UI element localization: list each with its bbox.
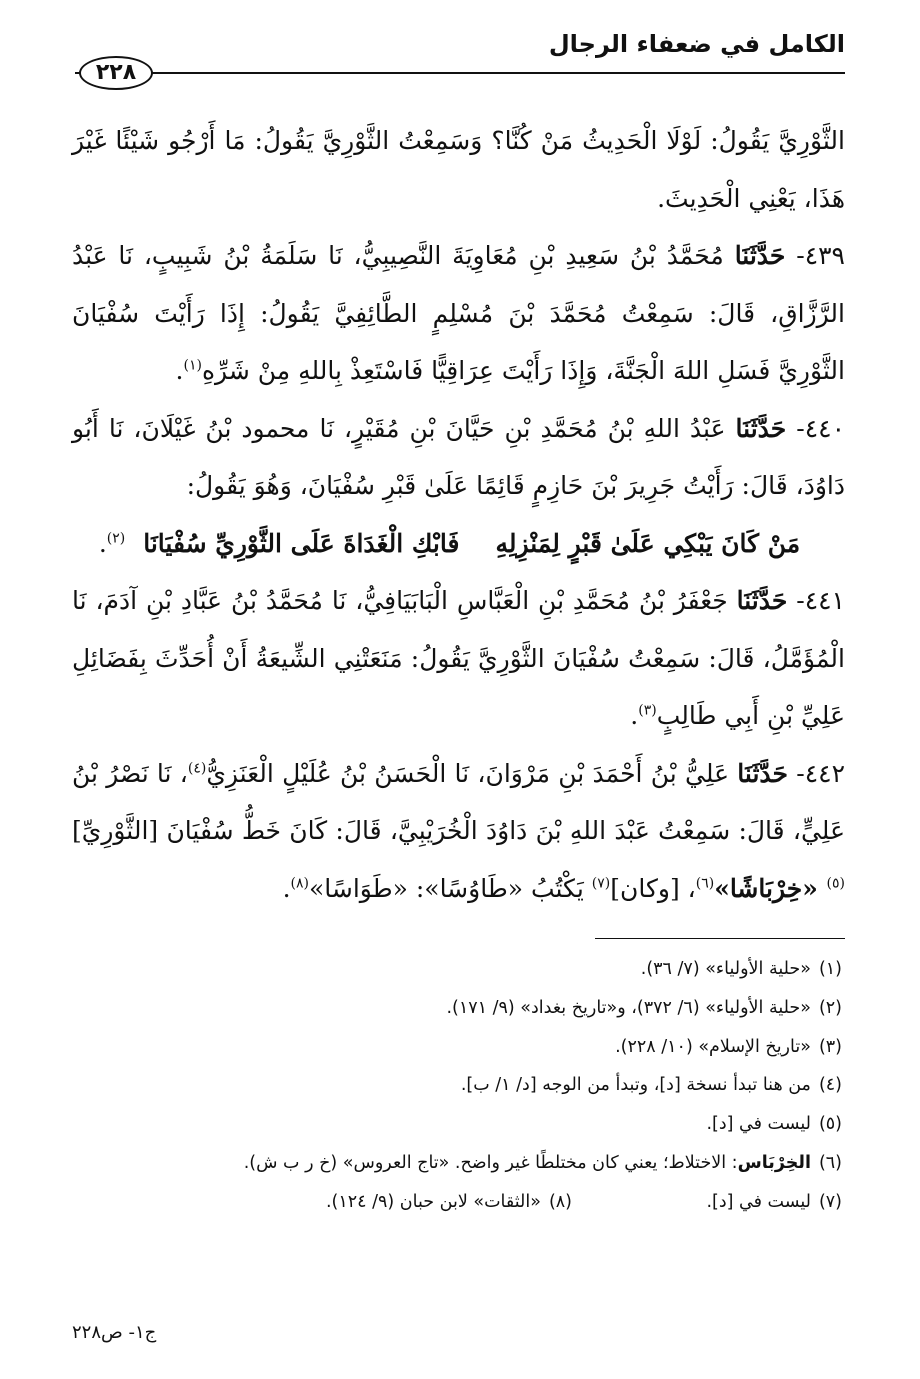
footnotes <box>72 950 842 1222</box>
hadith-442 <box>72 745 845 918</box>
footnote-ref: (٨) <box>290 875 309 892</box>
footnote-row <box>72 1183 842 1222</box>
page-number: ٢٢٨ <box>79 56 153 90</box>
printer-signature: ج١- ص٢٢٨ <box>72 1322 157 1343</box>
book-title: الكامل في ضعفاء الرجال <box>548 30 845 58</box>
running-header <box>75 30 845 85</box>
hadith-text: جَعْفَرُ بْنُ مُحَمَّدِ بْنِ الْعَبَّاسِ الْبَابَيَافِيُّ، نَا مُحَمَّدُ بْنُ عَبَّادِ بْنِ آدَمَ، نَا الْمُؤَمَّلُ، قَالَ: سَمِعْتُ سُفْيَانَ الثَّوْرِيَّ يَقُولُ: مَنَعَتْنِي الشِّيعَةُ أَنْ أُحَدِّثَ بِفَضَائِلِ عَلِيِّ بْنِ أَبِي طَالِبٍ <box>72 586 845 730</box>
footnote-5 <box>72 1105 842 1144</box>
verse-second-hemistich: فَابْكِ الْغَدَاةَ عَلَى الثَّوْرِيِّ سُفْيَانَا <box>143 528 460 558</box>
footnote-ref: (٧) <box>591 875 611 892</box>
hadith-text: عَبْدُ اللهِ بْنُ مُحَمَّدِ بْنِ حَيَّانَ بْنِ مُقَيْرٍ، نَا محمود بْنُ غَيْلَانَ، نَا أَبُو دَاوُدَ، قَالَ: رَأَيْتُ جَرِيرَ بْنَ حَازِمٍ قَائِمًا عَلَىٰ قَبْرِ سُفْيَانَ، وَهُوَ يَقُولُ: <box>72 413 845 500</box>
footnote-ref: (٣) <box>638 702 657 719</box>
hadith-text-cont: ، [وكان] <box>610 873 696 903</box>
verse-first-hemistich: مَنْ كَانَ يَبْكِي عَلَىٰ قَبْرٍ لِمَنْزِلِهِ <box>495 528 801 558</box>
footnote-text: «تاريخ الإسلام» (١٠/ ٢٢٨). <box>615 1036 811 1057</box>
poem-verse <box>72 515 845 573</box>
footnote-number: (٥) <box>818 1114 842 1135</box>
hadith-440 <box>72 400 845 515</box>
header-rule <box>75 72 845 74</box>
footnote-ref: (١) <box>183 357 202 374</box>
hadith-number: ٤٣٩- <box>796 241 845 270</box>
footnote-number: (٢) <box>818 997 842 1018</box>
hadith-text-cont: يَكْتُبُ «طَاوُسًا»: «طَوَاسًا» <box>308 873 592 903</box>
footnote-2 <box>72 989 842 1028</box>
footnote-number: (٧) <box>818 1191 842 1212</box>
hadith-opening: حَدَّثَنَا <box>736 586 788 615</box>
hadith-end: . <box>282 873 291 903</box>
footnote-ref: (٥) <box>826 875 845 892</box>
hadith-opening: حَدَّثَنَا <box>737 758 788 788</box>
footnote-text: : الاختلاط؛ يعني كان مختلطًا غير واضح. «تاج العروس» (خ ر ب ش). <box>243 1152 738 1173</box>
hadith-text-cont: ، نَا نَصْرُ بْنُ عَلِيٍّ، قَالَ: سَمِعْتُ عَبْدَ اللهِ بْنَ دَاوُدَ الْخُرَيْبِيَّ، قَالَ: كَانَ خَطُّ سُفْيَانَ [الثَّوْرِيِّ] <box>72 758 845 845</box>
footnote-text: «حلية الأولياء» (٧/ ٣٦). <box>640 959 811 979</box>
footnote-separator <box>595 938 845 939</box>
hadith-term: «خِرْبَاشًا» <box>714 873 827 903</box>
footnote-number: (١) <box>818 959 842 979</box>
footnote-3 <box>72 1028 842 1067</box>
footnote-term: الخِرْبَاس <box>737 1152 811 1173</box>
hadith-number: ٤٤٢- <box>796 758 846 788</box>
hadith-end: . <box>98 528 107 558</box>
hadith-end: . <box>630 701 639 730</box>
footnote-text: ليست في [د]. <box>706 1191 811 1212</box>
hadith-opening: حَدَّثَنَا <box>735 413 787 443</box>
footnote-text: «حلية الأولياء» (٦/ ٣٧٢)، و«تاريخ بغداد» (٩/ ١٧١). <box>446 997 811 1018</box>
hadith-number: ٤٤٠- <box>796 413 846 443</box>
footnote-number: (٦) <box>818 1152 842 1173</box>
footnote-ref: (٦) <box>695 875 715 892</box>
footnote-6 <box>72 1144 842 1183</box>
footnote-number: (٣) <box>818 1036 842 1057</box>
hadith-number: ٤٤١- <box>796 586 845 615</box>
hadith-opening: حَدَّثَنَا <box>734 241 786 270</box>
footnote-number: (٨) <box>548 1191 572 1212</box>
paragraph-continuation: الثَّوْرِيَّ يَقُولُ: لَوْلَا الْحَدِيثُ مَنْ كُنَّا؟ وَسَمِعْتُ الثَّوْرِيَّ يَقُولُ: مَا أَرْجُو شَيْئًا غَيْرَ هَذَا، يَعْنِي الْحَدِيثَ. <box>72 126 845 213</box>
hadith-439 <box>72 227 845 400</box>
footnote-text: ليست في [د]. <box>706 1114 811 1135</box>
hadith-end: . <box>175 356 184 385</box>
main-text <box>72 112 845 917</box>
footnote-7 <box>572 1183 842 1222</box>
footnote-text: من هنا تبدأ نسخة [د]، وتبدأ من الوجه [د/ ١/ ب]. <box>460 1075 811 1096</box>
footnote-ref: (٤) <box>187 760 207 777</box>
footnote-number: (٤) <box>818 1075 842 1096</box>
footnote-1 <box>72 950 842 989</box>
footnote-4 <box>72 1066 842 1105</box>
footnote-text: «الثقات» لابن حبان (٩/ ١٢٤). <box>325 1191 541 1212</box>
hadith-441 <box>72 572 845 745</box>
footnote-ref: (٢) <box>106 530 126 547</box>
footnote-8 <box>302 1183 572 1222</box>
hadith-text: عَلِيُّ بْنُ أَحْمَدَ بْنِ مَرْوَانَ، نَا الْحَسَنُ بْنُ عُلَيْلٍ الْعَنَزِيُّ <box>206 758 730 788</box>
hadith-text: مُحَمَّدُ بْنُ سَعِيدِ بْنِ مُعَاوِيَةَ النَّصِيبِيُّ، نَا سَلَمَةُ بْنُ شَبِيبٍ، نَا عَبْدُ الرَّزَّاقِ، قَالَ: سَمِعْتُ مُحَمَّدَ بْنَ مُسْلِمٍ الطَّائِفِيَّ يَقُولُ: إِذَا رَأَيْتَ سُفْيَانَ الثَّوْرِيَّ فَسَلِ اللهَ الْجَنَّةَ، وَإِذَا رَأَيْتَ عِرَاقِيًّا فَاسْتَعِذْ بِاللهِ مِنْ شَرِّهِ <box>72 241 845 385</box>
